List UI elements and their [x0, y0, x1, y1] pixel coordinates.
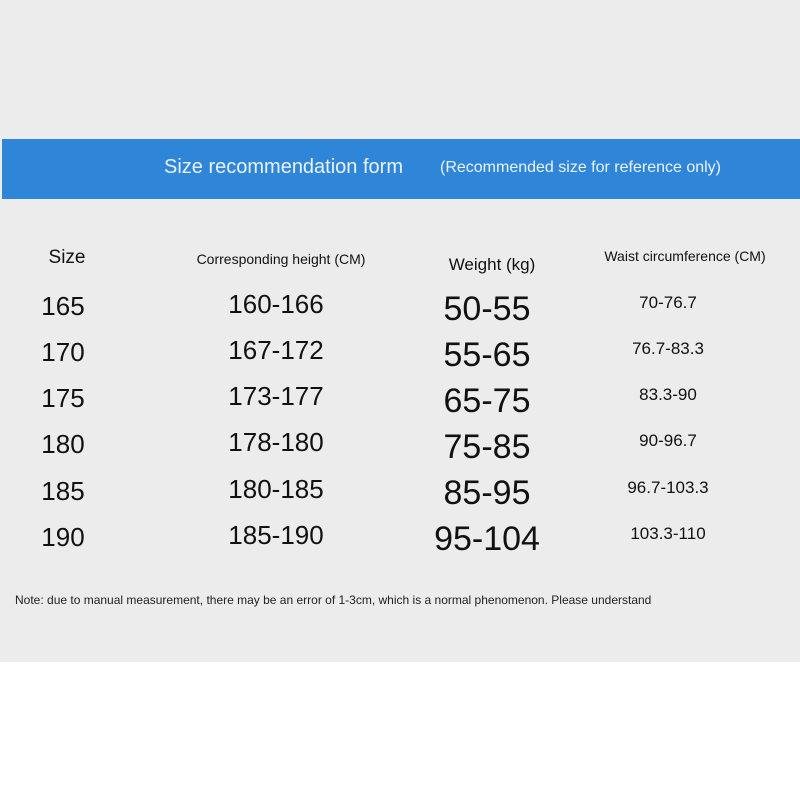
row-size: 170: [41, 337, 85, 367]
row-size: 180: [41, 429, 85, 459]
row-waist: 83.3-90: [639, 385, 697, 404]
row-height: 180-185: [228, 474, 324, 504]
row-size: 185: [41, 476, 85, 506]
row-weight: 50-55: [443, 290, 531, 328]
row-waist: 76.7-83.3: [632, 339, 704, 358]
row-height: 160-166: [228, 289, 324, 319]
row-height: 185-190: [228, 520, 324, 550]
row-weight: 95-104: [434, 520, 540, 558]
row-waist: 90-96.7: [639, 431, 697, 450]
row-size: 165: [41, 291, 85, 321]
row-weight: 55-65: [443, 336, 531, 374]
row-waist: 70-76.7: [639, 293, 697, 312]
row-weight: 85-95: [443, 474, 531, 512]
banner-subtitle: (Recommended size for reference only): [440, 159, 722, 176]
row-size: 190: [41, 522, 85, 552]
row-weight: 75-85: [443, 428, 531, 466]
header-height: Corresponding height (CM): [196, 251, 366, 267]
row-height: 167-172: [228, 335, 324, 365]
row-size: 175: [41, 383, 85, 413]
title-banner: [2, 139, 800, 199]
row-waist: 103.3-110: [630, 524, 706, 543]
header-size: Size: [48, 247, 86, 268]
row-height: 178-180: [228, 427, 324, 457]
row-weight: 65-75: [443, 382, 531, 420]
measurement-note: Note: due to manual measurement, there may be an error of 1-3cm, which is a normal phenomenon. Please understand: [15, 593, 652, 607]
banner-title: Size recommendation form: [164, 156, 403, 178]
header-waist: Waist circumference (CM): [604, 248, 766, 264]
header-weight: Weight (kg): [448, 255, 536, 274]
row-waist: 96.7-103.3: [627, 478, 709, 497]
row-height: 173-177: [228, 381, 324, 411]
